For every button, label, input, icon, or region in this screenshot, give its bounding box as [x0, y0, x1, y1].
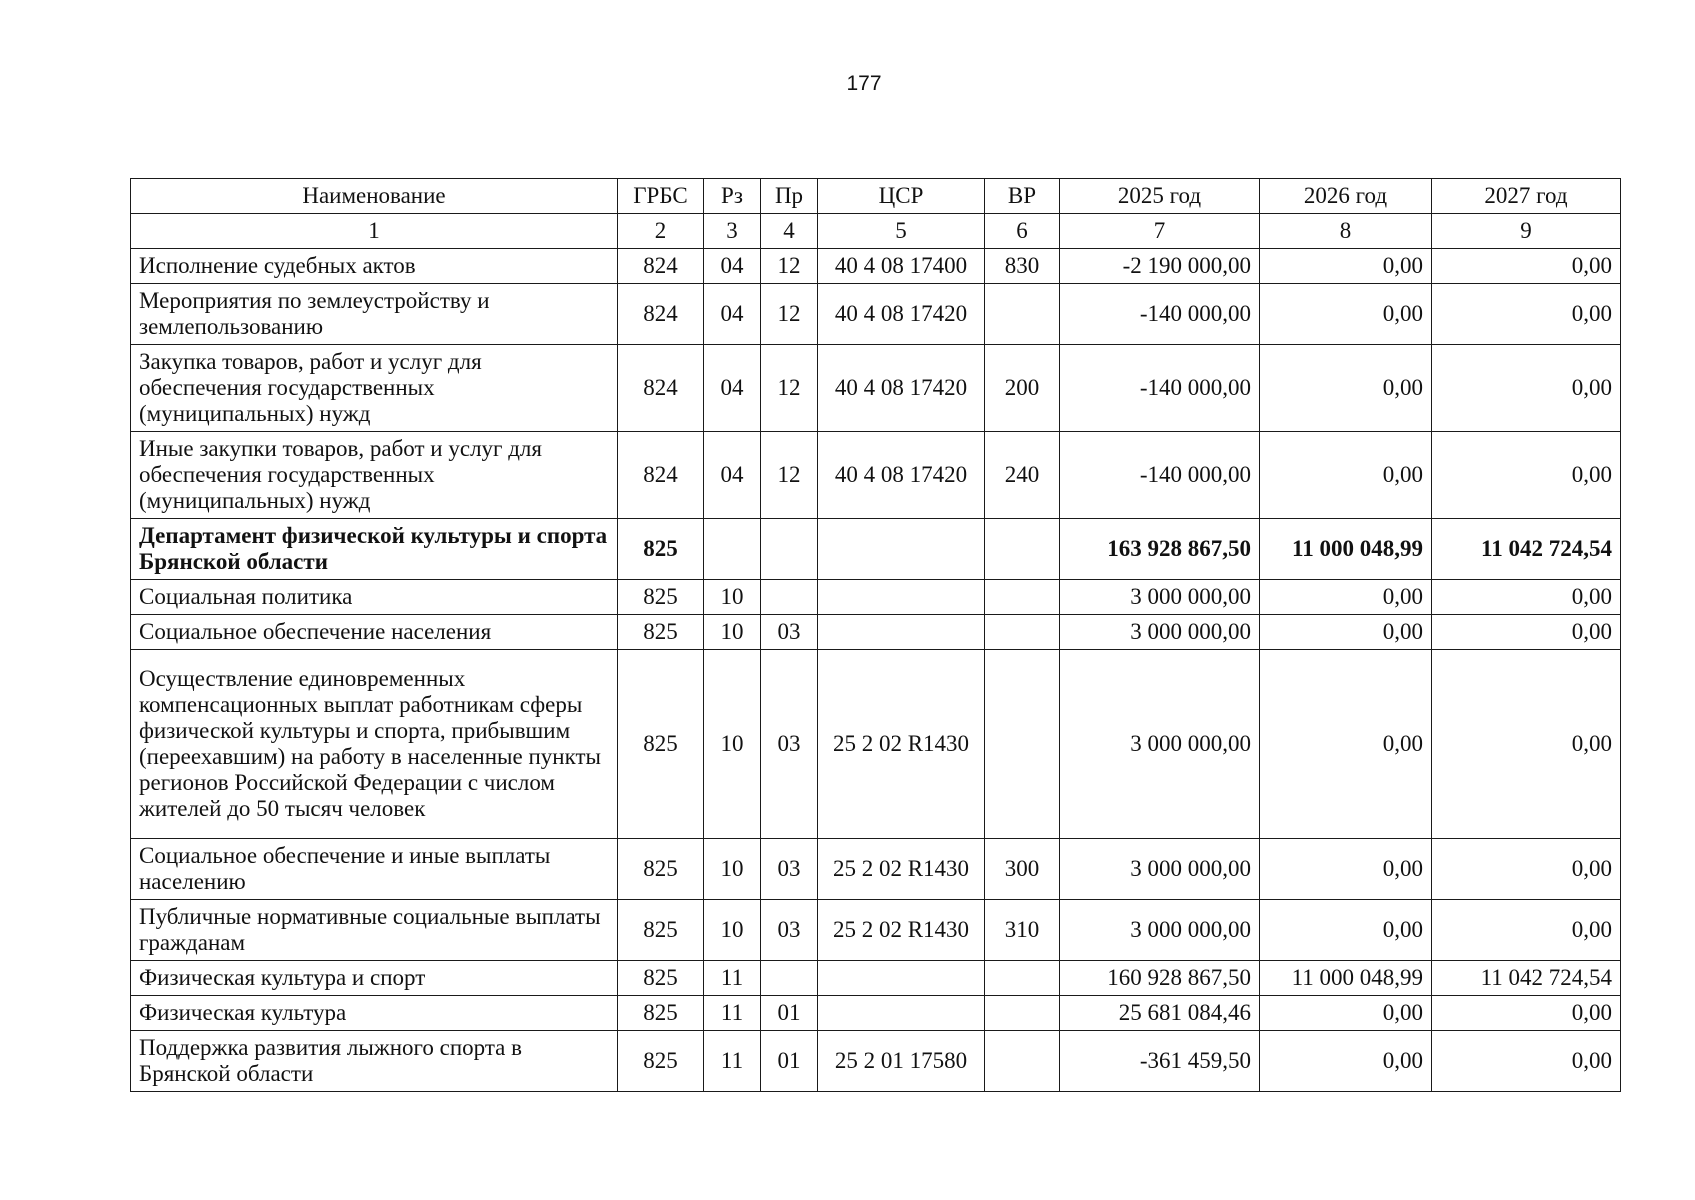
row-csr — [818, 519, 985, 580]
row-2027: 0,00 — [1432, 249, 1621, 284]
row-grbs: 825 — [618, 961, 704, 996]
row-csr — [818, 580, 985, 615]
table-row — [131, 996, 1621, 1031]
row-2026: 0,00 — [1260, 900, 1432, 961]
row-grbs: 824 — [618, 345, 704, 432]
row-grbs: 825 — [618, 839, 704, 900]
header-vr: ВР — [985, 179, 1060, 214]
row-2027: 0,00 — [1432, 284, 1621, 345]
row-rz: 04 — [704, 249, 761, 284]
row-2027: 0,00 — [1432, 615, 1621, 650]
row-pr: 03 — [761, 615, 818, 650]
column-number: 5 — [818, 214, 985, 249]
column-number: 4 — [761, 214, 818, 249]
row-2027: 0,00 — [1432, 1031, 1621, 1092]
row-rz: 04 — [704, 432, 761, 519]
row-pr — [761, 519, 818, 580]
header-name: Наименование — [131, 179, 618, 214]
table-row — [131, 650, 1621, 839]
column-number: 8 — [1260, 214, 1432, 249]
table-row-department — [131, 519, 1621, 580]
row-vr — [985, 961, 1060, 996]
row-grbs: 825 — [618, 1031, 704, 1092]
row-pr: 12 — [761, 345, 818, 432]
table-row — [131, 839, 1621, 900]
row-2026: 0,00 — [1260, 345, 1432, 432]
row-name: Осуществление единовременных компенсационных выплат работникам сферы физической культуры и спорта, прибывшим (переехавшим) на работу в населенные пункты регионов Российской Федерации с числом жителей до 50 тысяч человек — [131, 650, 618, 839]
row-grbs: 825 — [618, 519, 704, 580]
row-2027: 0,00 — [1432, 432, 1621, 519]
row-vr — [985, 615, 1060, 650]
table-row — [131, 249, 1621, 284]
row-grbs: 825 — [618, 900, 704, 961]
budget-table — [130, 178, 1621, 1092]
row-pr: 01 — [761, 996, 818, 1031]
column-number: 6 — [985, 214, 1060, 249]
row-csr: 25 2 02 R1430 — [818, 900, 985, 961]
row-2025: 163 928 867,50 — [1060, 519, 1260, 580]
row-2025: 3 000 000,00 — [1060, 580, 1260, 615]
row-vr: 240 — [985, 432, 1060, 519]
row-2025: 25 681 084,46 — [1060, 996, 1260, 1031]
row-2026: 0,00 — [1260, 284, 1432, 345]
row-2027: 11 042 724,54 — [1432, 519, 1621, 580]
row-vr — [985, 1031, 1060, 1092]
row-2026: 11 000 048,99 — [1260, 519, 1432, 580]
row-2025: 160 928 867,50 — [1060, 961, 1260, 996]
row-2027: 0,00 — [1432, 839, 1621, 900]
row-2025: 3 000 000,00 — [1060, 900, 1260, 961]
row-name: Исполнение судебных актов — [131, 249, 618, 284]
column-number: 1 — [131, 214, 618, 249]
row-2026: 0,00 — [1260, 1031, 1432, 1092]
row-name: Поддержка развития лыжного спорта в Брянской области — [131, 1031, 618, 1092]
table-row — [131, 284, 1621, 345]
row-name: Публичные нормативные социальные выплаты гражданам — [131, 900, 618, 961]
header-csr: ЦСР — [818, 179, 985, 214]
row-grbs: 824 — [618, 249, 704, 284]
row-rz: 11 — [704, 961, 761, 996]
row-2026: 0,00 — [1260, 615, 1432, 650]
row-2025: -140 000,00 — [1060, 284, 1260, 345]
row-name: Социальное обеспечение населения — [131, 615, 618, 650]
column-number: 7 — [1060, 214, 1260, 249]
row-grbs: 825 — [618, 615, 704, 650]
row-2026: 0,00 — [1260, 650, 1432, 839]
row-name: Департамент физической культуры и спорта Брянской области — [131, 519, 618, 580]
row-pr: 12 — [761, 249, 818, 284]
row-rz: 10 — [704, 839, 761, 900]
header-grbs: ГРБС — [618, 179, 704, 214]
column-number: 2 — [618, 214, 704, 249]
header-2025: 2025 год — [1060, 179, 1260, 214]
row-rz: 10 — [704, 580, 761, 615]
row-pr: 01 — [761, 1031, 818, 1092]
row-csr — [818, 996, 985, 1031]
row-csr: 25 2 01 17580 — [818, 1031, 985, 1092]
row-grbs: 825 — [618, 650, 704, 839]
row-vr — [985, 580, 1060, 615]
row-2026: 0,00 — [1260, 249, 1432, 284]
row-2027: 0,00 — [1432, 580, 1621, 615]
row-2027: 0,00 — [1432, 650, 1621, 839]
row-grbs: 825 — [618, 580, 704, 615]
row-rz: 04 — [704, 345, 761, 432]
row-2025: -2 190 000,00 — [1060, 249, 1260, 284]
row-csr — [818, 961, 985, 996]
row-vr — [985, 996, 1060, 1031]
row-2026: 0,00 — [1260, 580, 1432, 615]
row-rz: 10 — [704, 900, 761, 961]
column-number: 3 — [704, 214, 761, 249]
row-csr — [818, 615, 985, 650]
row-rz: 10 — [704, 615, 761, 650]
row-pr: 03 — [761, 900, 818, 961]
row-rz — [704, 519, 761, 580]
row-rz: 11 — [704, 996, 761, 1031]
row-csr: 40 4 08 17420 — [818, 345, 985, 432]
row-2026: 0,00 — [1260, 996, 1432, 1031]
row-grbs: 825 — [618, 996, 704, 1031]
row-rz: 10 — [704, 650, 761, 839]
row-2025: 3 000 000,00 — [1060, 839, 1260, 900]
row-pr: 12 — [761, 432, 818, 519]
row-pr: 03 — [761, 839, 818, 900]
table-row — [131, 1031, 1621, 1092]
row-2027: 0,00 — [1432, 900, 1621, 961]
row-name: Социальное обеспечение и иные выплаты населению — [131, 839, 618, 900]
header-2027: 2027 год — [1432, 179, 1621, 214]
row-name: Физическая культура и спорт — [131, 961, 618, 996]
row-pr: 03 — [761, 650, 818, 839]
row-vr: 300 — [985, 839, 1060, 900]
row-2025: -140 000,00 — [1060, 345, 1260, 432]
row-2026: 0,00 — [1260, 432, 1432, 519]
header-row — [131, 179, 1621, 214]
table-row — [131, 580, 1621, 615]
row-pr — [761, 961, 818, 996]
row-grbs: 824 — [618, 284, 704, 345]
row-2027: 11 042 724,54 — [1432, 961, 1621, 996]
column-number-row — [131, 214, 1621, 249]
row-vr: 830 — [985, 249, 1060, 284]
row-2026: 11 000 048,99 — [1260, 961, 1432, 996]
row-2025: -361 459,50 — [1060, 1031, 1260, 1092]
row-name: Мероприятия по землеустройству и землепользованию — [131, 284, 618, 345]
table-row — [131, 900, 1621, 961]
table-row — [131, 615, 1621, 650]
row-rz: 04 — [704, 284, 761, 345]
row-vr — [985, 650, 1060, 839]
row-csr: 25 2 02 R1430 — [818, 839, 985, 900]
row-vr: 310 — [985, 900, 1060, 961]
row-2026: 0,00 — [1260, 839, 1432, 900]
row-csr: 40 4 08 17400 — [818, 249, 985, 284]
row-csr: 40 4 08 17420 — [818, 432, 985, 519]
row-2025: 3 000 000,00 — [1060, 650, 1260, 839]
row-2027: 0,00 — [1432, 345, 1621, 432]
page-number: 177 — [846, 72, 882, 95]
row-name: Иные закупки товаров, работ и услуг для обеспечения государственных (муниципальных) нужд — [131, 432, 618, 519]
row-name: Социальная политика — [131, 580, 618, 615]
row-vr — [985, 519, 1060, 580]
table-row — [131, 345, 1621, 432]
row-csr: 25 2 02 R1430 — [818, 650, 985, 839]
row-name: Закупка товаров, работ и услуг для обеспечения государственных (муниципальных) нужд — [131, 345, 618, 432]
row-pr — [761, 580, 818, 615]
row-name: Физическая культура — [131, 996, 618, 1031]
row-rz: 11 — [704, 1031, 761, 1092]
row-vr: 200 — [985, 345, 1060, 432]
row-2025: -140 000,00 — [1060, 432, 1260, 519]
row-grbs: 824 — [618, 432, 704, 519]
column-number: 9 — [1432, 214, 1621, 249]
header-rz: Рз — [704, 179, 761, 214]
row-pr: 12 — [761, 284, 818, 345]
table-row — [131, 432, 1621, 519]
row-2027: 0,00 — [1432, 996, 1621, 1031]
header-2026: 2026 год — [1260, 179, 1432, 214]
table-row — [131, 961, 1621, 996]
row-2025: 3 000 000,00 — [1060, 615, 1260, 650]
row-vr — [985, 284, 1060, 345]
header-pr: Пр — [761, 179, 818, 214]
row-csr: 40 4 08 17420 — [818, 284, 985, 345]
